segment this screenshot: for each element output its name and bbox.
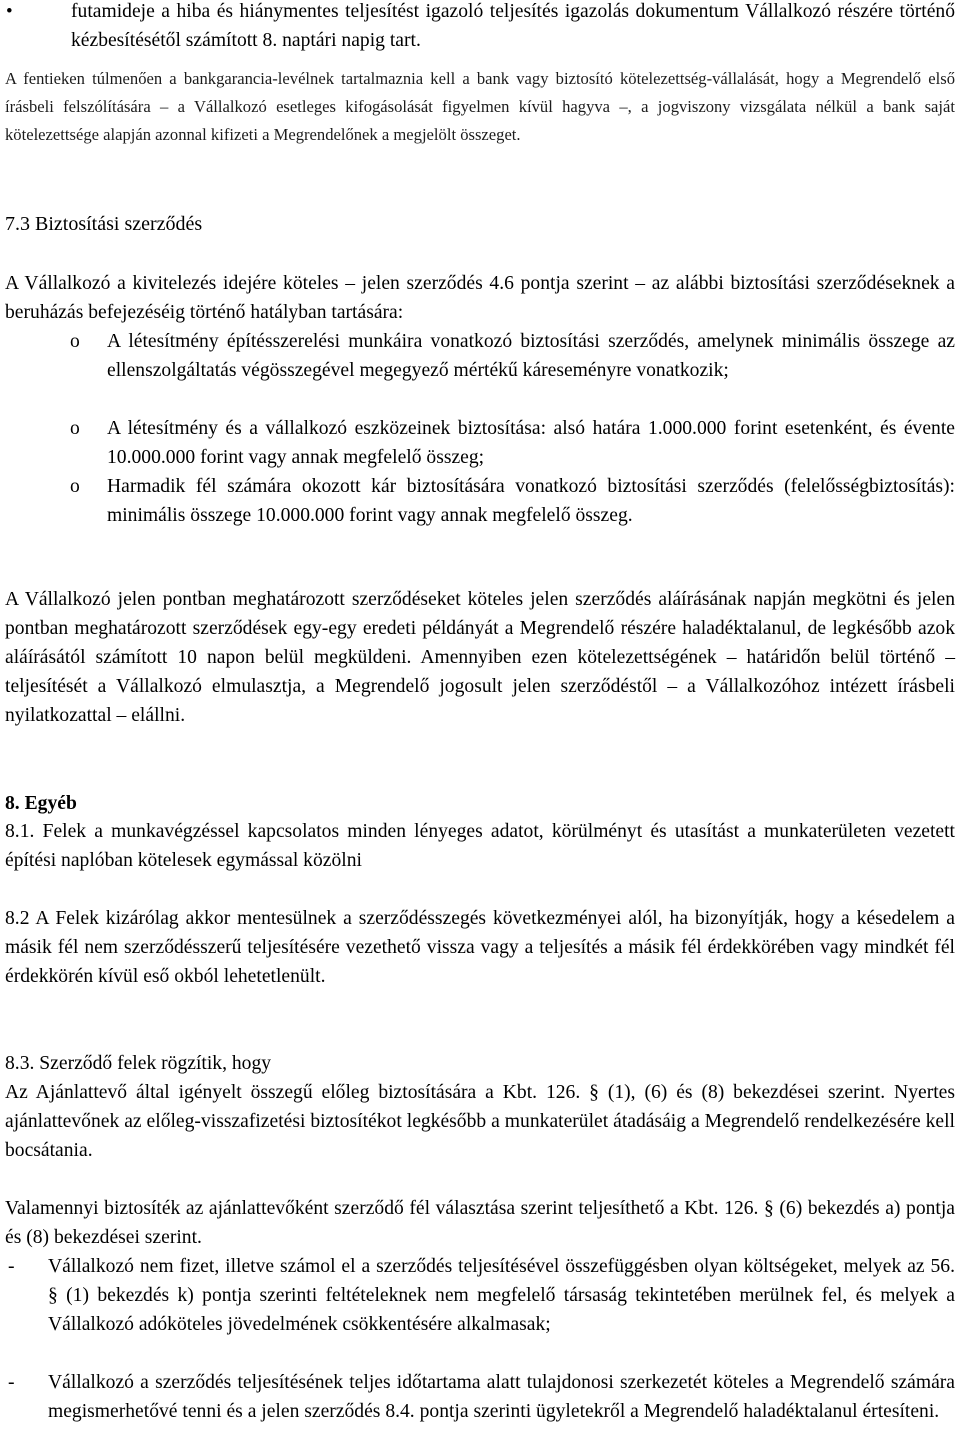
section-heading-8-3: 8.3. Szerződő felek rögzítik, hogy [5,1053,272,1074]
dash-list-item: Vállalkozó a szerződés teljesítésének teljes időtartama alatt tulajdonosi szerkezetét köteles a Megrendelő számára megismerhetővé tenni és a jelen szerződés 8.4. pontja szerinti ügyletekről a Megrendelő haladéktalanul értesíteni. [48,1372,955,1422]
list-marker: o [70,476,80,497]
dash-marker: - [8,1372,15,1393]
bullet-marker: • [6,1,13,22]
insurance-list-item: A létesítmény és a vállalkozó eszközeinek biztosítása: alsó határa 1.000.000 forint esetenként, és évente 10.000.000 forint vagy annak megfelelő összeg; [107,418,955,468]
contracts-paragraph: A Vállalkozó jelen pontban meghatározott szerződéseket köteles jelen szerződés aláírásának napján megkötni és jelen pontban meghatározott szerződések egy-egy eredeti példányát a Megrendelő részére haladéktalanul, de legkésőbb azok aláírásától számított 10 napon belül megküldeni. Amennyiben ezen kötelezettségének – határidőn belül történő – teljesítését a Vállalkozó elmulasztja, a Megrendelő jogosult jelen szerződéstől – a Vállalkozóhoz intézett írásbeli nyilatkozattal – elállni. [5,589,955,726]
section-heading-7-3: 7.3 Biztosítási szerződés [5,213,203,235]
paragraph-8-1: 8.1. Felek a munkavégzéssel kapcsolatos minden lényeges adatot, körülményt és utasítást a munkaterületen vezetett építési naplóban kötelesek egymással közölni [5,821,955,871]
dash-marker: - [8,1256,15,1277]
list-marker: o [70,418,80,439]
insurance-list-item: Harmadik fél számára okozott kár biztosítására vonatkozó biztosítási szerződés (felelősségbiztosítás): minimális összege 10.000.000 forint vagy annak megfelelő összeg. [107,476,955,526]
dash-list-item: Vállalkozó nem fizet, illetve számol el a szerződés teljesítésével összefüggésben olyan költségeket, melyek az 56. § (1) bekezdés k) pontja szerinti feltételeknek nem megfelelő társaság tekintetében merülnek fel, és melyek a Vállalkozó adóköteles jövedelmének csökkentésére alkalmasak; [48,1256,955,1335]
guarantee-paragraph: A fentieken túlmenően a bankgarancia-levélnek tartalmaznia kell a bank vagy biztosító kötelezettség-vállalását, hogy a Megrendelő első írásbeli felszólítására – a Vállalkozó esetleges kifogásolását figyelmen kívül hagyva –, a jogviszony vizsgálata nélkül a bank saját kötelezettsége alapján azonnal kifizeti a Megrendelőnek a megjelölt összeget. [5,69,955,144]
list-marker: o [70,331,80,352]
paragraph-8-2: 8.2 A Felek kizárólag akkor mentesülnek a szerződésszegés következményei alól, ha bizonyítják, hogy a késedelem a másik fél nem szerződésszerű teljesítésére vezethető vissza vagy a teljesítés a másik fél érdekkörében vagy mindkét fél érdekkörén kívül eső okból lehetetlenült. [5,908,955,987]
insurance-list-item: A létesítmény építésszerelési munkáira vonatkozó biztosítási szerződés, amelynek minimális összege az ellenszolgáltatás végösszegével megegyező mértékű káreseményre vonatkozik; [107,331,955,381]
section-heading-8: 8. Egyéb [5,793,77,814]
guarantees-paragraph: Valamennyi biztosíték az ajánlattevőként szerződő fél választása szerint teljesíthető a Kbt. 126. § (6) bekezdés a) pontja és (8) bekezdései szerint. [5,1198,955,1248]
bullet-paragraph: futamideje a hiba és hiánymentes teljesítést igazoló teljesítés igazolás dokumentum Vállalkozó részére történő kézbesítésétől számított 8. naptári napig tart. [71,1,955,51]
paragraph-8-3: Az Ajánlattevő által igényelt összegű előleg biztosítására a Kbt. 126. § (1), (6) és (8) bekezdései szerint. Nyertes ajánlattevőnek az előleg-visszafizetési biztosítékot legkésőbb a munkaterület átadásáig a Megrendelő rendelkezésére kell bocsátania. [5,1082,955,1161]
insurance-intro-paragraph: A Vállalkozó a kivitelezés idejére köteles – jelen szerződés 4.6 pontja szerint – az alábbi biztosítási szerződéseknek a beruházás befejezéséig történő hatályban tartására: [5,273,955,323]
